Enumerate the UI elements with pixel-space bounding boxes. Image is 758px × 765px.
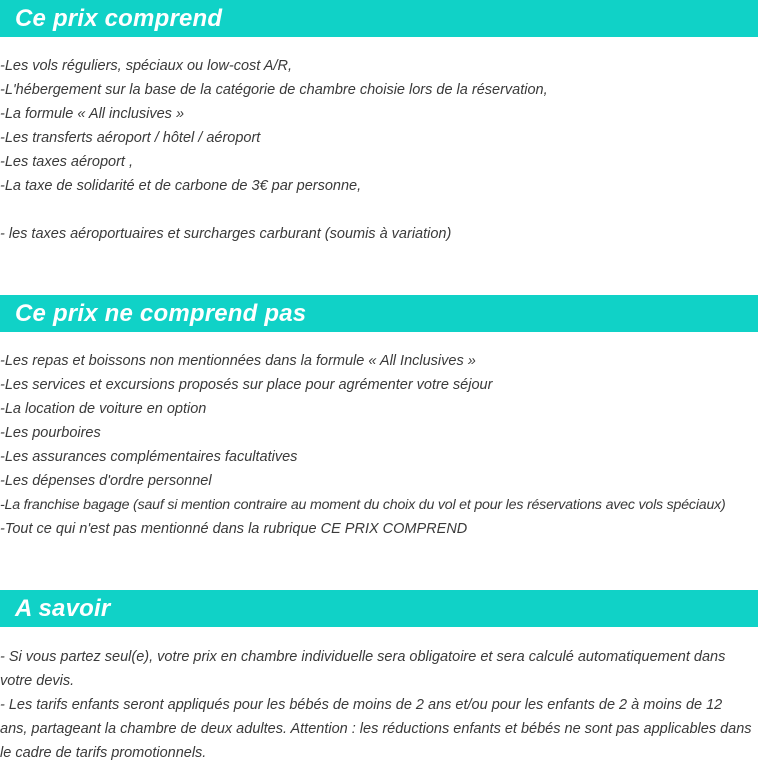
list-item: -La location de voiture en option (0, 401, 207, 417)
list-item: -Tout ce qui n'est pas mentionné dans la rubrique CE PRIX COMPREND (0, 521, 468, 537)
list-item: -Les repas et boissons non mentionnées dans la formule « All Inclusives » (0, 353, 476, 369)
section-title: A savoir (15, 594, 111, 622)
section-title: Ce prix ne comprend pas (15, 299, 307, 327)
info-paragraph: - Les tarifs enfants seront appliqués pour les bébés de moins de 2 ans et/ou pour les enfants de 2 à moins de 12 ans, partageant la chambre de deux adultes. Attention : les réductions enfants et bébés ne sont pas applicables dans le cadre de tarifs promotionnels. (0, 697, 752, 761)
section-ce-prix-ne-comprend-pas (0, 295, 758, 541)
section-banner (0, 0, 758, 37)
included-list (0, 37, 758, 246)
list-item: -Les pourboires (0, 425, 101, 441)
section-banner (0, 295, 758, 332)
list-item: -La formule « All inclusives » (0, 106, 185, 122)
list-item: - les taxes aéroportuaires et surcharges carburant (soumis à variation) (0, 226, 452, 242)
excluded-list (0, 332, 758, 541)
list-spacer (0, 198, 758, 222)
section-title: Ce prix comprend (15, 4, 223, 32)
list-item: -Les assurances complémentaires facultatives (0, 449, 298, 465)
list-item: -La taxe de solidarité et de carbone de 3€ par personne, (0, 178, 362, 194)
list-item: -Les taxes aéroport , (0, 154, 133, 170)
section-banner (0, 590, 758, 627)
list-item: -Les services et excursions proposés sur place pour agrémenter votre séjour (0, 377, 493, 393)
info-paragraphs (0, 627, 758, 765)
section-a-savoir (0, 590, 758, 765)
info-paragraph: - Si vous partez seul(e), votre prix en chambre individuelle sera obligatoire et sera calculé automatiquement dans votre devis. (0, 649, 726, 689)
list-item: -Les transferts aéroport / hôtel / aéroport (0, 130, 261, 146)
list-item: -Les dépenses d'ordre personnel (0, 473, 212, 489)
list-item: -Les vols réguliers, spéciaux ou low-cost A/R, (0, 58, 292, 74)
list-item: -La franchise bagage (sauf si mention contraire au moment du choix du vol et pour les réservations avec vols spéciaux) (0, 497, 726, 513)
list-item: -L'hébergement sur la base de la catégorie de chambre choisie lors de la réservation, (0, 82, 548, 98)
section-ce-prix-comprend (0, 0, 758, 246)
